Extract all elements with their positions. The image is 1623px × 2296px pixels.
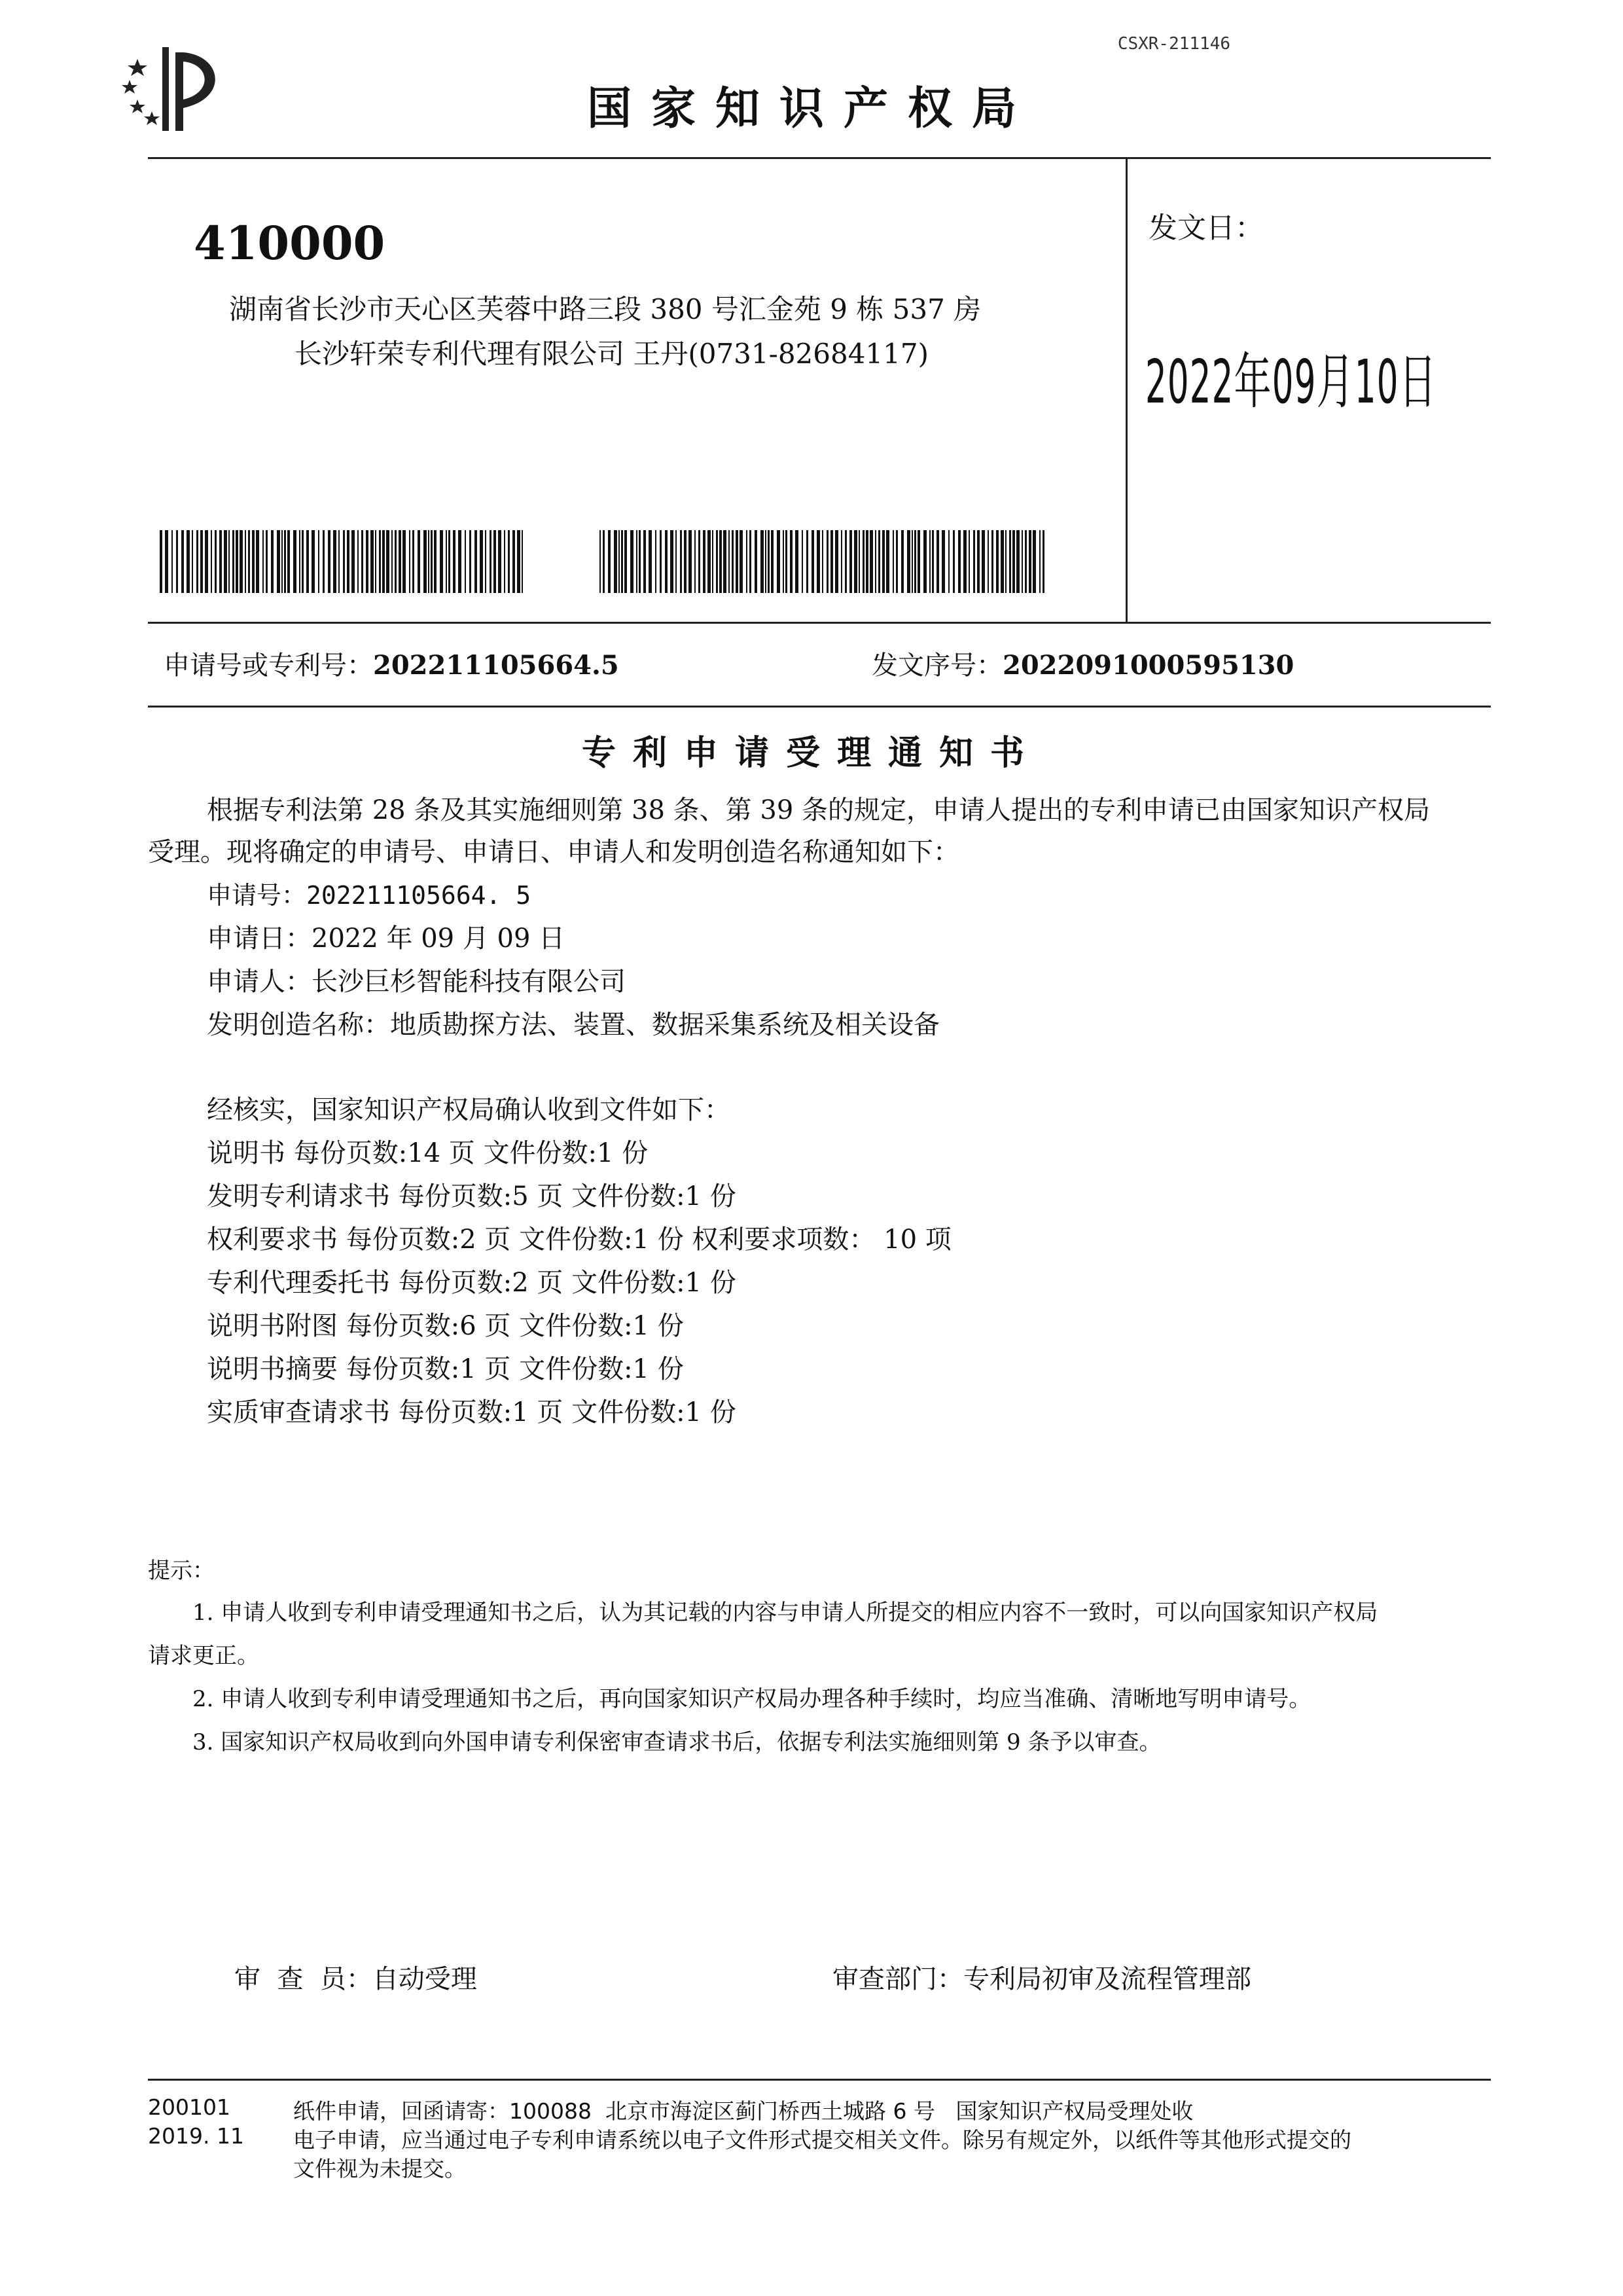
application-number-row [164, 645, 619, 682]
applicant: 申请人：长沙巨杉智能科技有限公司 [207, 967, 626, 997]
body-paragraph-line1: 根据专利法第 28 条及其实施细则第 38 条、第 39 条的规定，申请人提出的专利申请已由国家知识产权局 [207, 795, 1430, 825]
form-code: 200101 [148, 2094, 230, 2120]
tip-1-line2: 请求更正。 [148, 1643, 259, 1669]
tip-3: 3. 国家知识产权局收到向外国申请专利保密审查请求书后，依据专利法实施细则第 9 条予以审查。 [192, 1729, 1162, 1755]
tip-2: 2. 申请人收到专利申请受理通知书之后，再向国家知识产权局办理各种手续时，均应当准确、清晰地写明申请号。 [192, 1686, 1311, 1712]
file-item: 权利要求书 每份页数:2 页 文件份数:1 份 权利要求项数： 10 项 [207, 1225, 952, 1255]
form-version: 2019. 11 [148, 2123, 244, 2149]
file-item: 说明书摘要 每份页数:1 页 文件份数:1 份 [207, 1354, 684, 1384]
recipient-agent: 长沙轩荣专利代理有限公司 王丹(0731-82684117) [294, 338, 929, 370]
application-number: 申请号：202211105664. 5 [207, 881, 531, 910]
serial-number-label: 发文序号： [872, 651, 1003, 681]
examining-department: 审查部门：专利局初审及流程管理部 [832, 1964, 1251, 1994]
issue-date-stamp: 2022年09月10日 [1145, 347, 1437, 417]
invention-name: 发明创造名称：地质勘探方法、装置、数据采集系统及相关设备 [207, 1010, 940, 1040]
tip-1-line1: 1. 申请人收到专利申请受理通知书之后，认为其记载的内容与申请人所提交的相应内容不一致时，可以向国家知识产权局 [192, 1600, 1378, 1626]
recipient-address: 湖南省长沙市天心区芙蓉中路三段 380 号汇金苑 9 栋 537 房 [229, 293, 982, 325]
issue-date-label: 发文日： [1149, 211, 1264, 245]
tips-label: 提示： [148, 1558, 215, 1584]
barcode-left [160, 530, 526, 593]
application-number-label: 申请号或专利号： [164, 651, 373, 681]
notice-title: 专利申请受理通知书 [581, 734, 1041, 773]
receipt-confirmation: 经核实，国家知识产权局确认收到文件如下： [207, 1095, 730, 1125]
footer-electronic-filing-cont: 文件视为未提交。 [293, 2156, 466, 2181]
barcode-right [599, 530, 1044, 593]
footer-paper-filing: 纸件申请，回函请寄：100088 北京市海淀区蓟门桥西土城路 6 号 国家知识产权局受理处收 [293, 2098, 1194, 2124]
file-item: 专利代理委托书 每份页数:2 页 文件份数:1 份 [207, 1268, 736, 1298]
application-date: 申请日：2022 年 09 月 09 日 [207, 924, 565, 954]
footer-rule [148, 2079, 1491, 2081]
file-item: 说明书附图 每份页数:6 页 文件份数:1 份 [207, 1311, 684, 1341]
file-item: 说明书 每份页数:14 页 文件份数:1 份 [207, 1138, 649, 1168]
top-rule [148, 157, 1491, 159]
document-code: CSXR-211146 [1117, 34, 1230, 54]
serial-number-value: 2022091000595130 [1003, 650, 1294, 681]
application-number-value: 202211105664.5 [373, 650, 619, 681]
postcode: 410000 [194, 216, 385, 270]
footer-electronic-filing: 电子申请，应当通过电子专利申请系统以电子文件形式提交相关文件。除另有规定外，以纸件等其他形式提交的 [293, 2127, 1351, 2153]
file-item: 发明专利请求书 每份页数:5 页 文件份数:1 份 [207, 1181, 736, 1211]
serial-number-row [872, 645, 1294, 682]
ids-rule [148, 706, 1491, 708]
examiner: 审 查 员：自动受理 [234, 1964, 477, 1994]
file-item: 实质审查请求书 每份页数:1 页 文件份数:1 份 [207, 1397, 736, 1427]
agency-name: 国家知识产权局 [586, 83, 1036, 135]
date-box-divider [1126, 157, 1128, 622]
address-rule [148, 622, 1491, 624]
body-paragraph-line2: 受理。现将确定的申请号、申请日、申请人和发明创造名称通知如下： [148, 837, 959, 867]
